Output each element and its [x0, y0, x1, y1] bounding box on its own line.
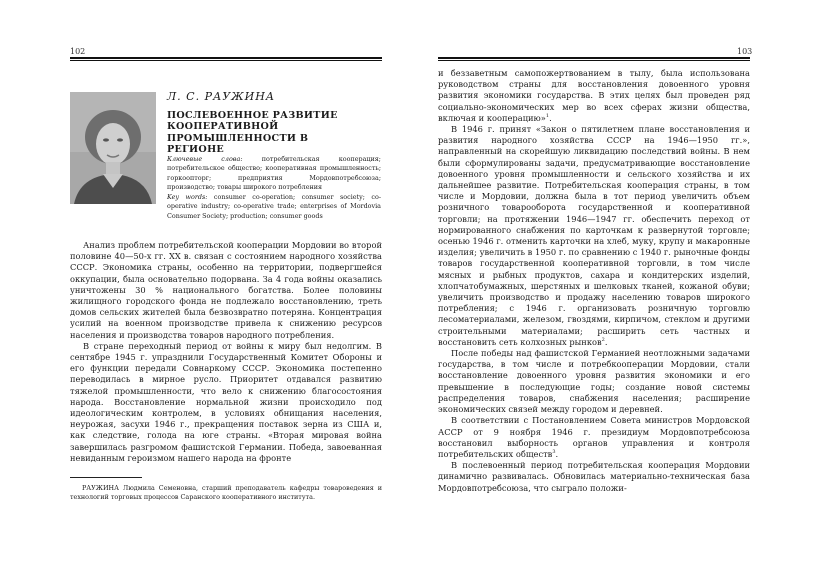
- paragraph: После победы над фашистской Германией неотложными задачами государства, в том числе и потребкооперации Мордовии, стали восстановление довоенного уровня развития экономики и его превышение в последующие годы; создание новой системы распределения товаров, снабжения населения; расширение экономических связей между городом и деревней.: [438, 348, 750, 415]
- paragraph-text: В соответствии с Постановлением Совета министров Мордовской АССР от 9 ноября 1946 г. президиум Мордовпотребсоюза восстановил выборность органов управления и контроля потребительских обществ: [438, 415, 750, 459]
- author-name: Л. С. РАУЖИНА: [167, 90, 276, 103]
- body-text-right: [438, 68, 750, 494]
- article-title: ПОСЛЕВОЕННОЕ РАЗВИТИЕ КООПЕРАТИВНОЙ ПРОМЫШЛЕННОСТИ В РЕГИОНЕ: [167, 110, 338, 156]
- portrait-image: [70, 92, 156, 204]
- keywords-en-text: consumer co-operation; consumer society; co-operative industry; co-operative trade; enterprises of Mordovia Consumer Society; production; consumer goods: [167, 193, 381, 220]
- header-rule-left: [70, 57, 382, 59]
- page-number-right: 103: [737, 47, 753, 56]
- author-footnote: РАУЖИНА Людмила Семеновна, старший преподаватель кафедры товароведения и технологий торговых процессов Саранского кооперативного института.: [70, 484, 382, 502]
- footnote-ref: 2: [601, 337, 605, 344]
- footnote-ref: 3: [552, 449, 556, 456]
- author-photo: [70, 92, 156, 204]
- keywords-label: Ключевые слова:: [167, 155, 243, 163]
- keywords-en: [167, 193, 381, 221]
- footnote-rule: [70, 477, 142, 478]
- header-rule-right-thin: [438, 60, 750, 61]
- header-rule-right: [438, 57, 750, 59]
- paragraph: и беззаветным самопожертвованием в тылу, была использована руководством страны для восстановления довоенного уровня развития экономики государства. В этих целях был проведен ряд социально-экономических мер во всех сферах жизни общества, включая и кооперацию»$^1$.: [438, 68, 750, 123]
- paragraph: В 1946 г. принят «Закон о пятилетнем плане восстановления и развития народного хозяйства СССР на 1946—1950 гг.», направленный на скорейшую ликвидацию последствий войны. В нем были сформулированы задачи, предусматривающие восстановление довоенного уровня промышленности и сельского хозяйства и их дальнейшее развитие. Потребительская кооперация страны, в том числе и Мордовии, должна была в тот период увеличить объем розничного товарооборота государственной и кооперативной торговли; на протяжении 1946—1947 гг. обеспечить переход от нормированного снабжения по карточкам к развернутой торговле; осенью 1946 г. отменить карточки на хлеб, муку, крупу и макаронные изделия; увеличить в 1950 г. по сравнению с 1940 г. рыночные фонды товаров государственной кооперативной торговли, в том числе мясных и рыбных продуктов, сахара и кондитерских изделий, хлопчатобумажных, шерстяных и шелковых тканей, кожаной обуви; увеличить производство и продажу населению товаров широкого потребления; с 1946 г. организовать розничную торговлю лесоматериалами, железом, гвоздями, кирпичом, стеклом и другими строительными материалами; расширить сеть частных и восстановить сеть колхозных рынков$^2$.: [438, 124, 750, 347]
- keywords-en-label: Key words:: [167, 193, 208, 201]
- body-text-left: [70, 240, 382, 464]
- paragraph: В послевоенный период потребительская кооперация Мордовии динамично развивалась. Обновилась материально-техническая база Мордовпотребсоюза, что сыграло положи-: [438, 460, 750, 493]
- header-rule-left-thin: [70, 60, 382, 61]
- footnote-ref: 1: [545, 113, 550, 120]
- paragraph: Анализ проблем потребительской кооперации Мордовии во второй половине 40—50-х гг. XX в. связан с состоянием народного хозяйства СССР. Экономика страны, особенно на территории, подвергшейся оккупации, была основательно подорвана. За 4 года войны оказались уничтожены 30 % национального богатства. Более половины жилищного городского фонда не подлежало восстановлению, треть домов сельских жителей была безвозвратно потеряна. Концентрация усилий на военном производстве привела к снижению ресурсов населения и производства товаров народного потребления.: [70, 240, 382, 340]
- paragraph-text: и беззаветным самопожертвованием в тылу, была использована руководством страны для восстановления довоенного уровня развития экономики государства. В этих целях был проведен ряд социально-экономических мер во всех сферах жизни общества, включая и кооперацию»: [438, 68, 750, 123]
- keywords-ru: [167, 155, 381, 192]
- keywords-text: потребительская кооперация; потребительское общество; кооперативная промышленность; горкоопторг; предприятия Мордовпотребсоюза; производство; товары широкого потребления: [167, 155, 381, 191]
- paragraph: В соответствии с Постановлением Совета министров Мордовской АССР от 9 ноября 1946 г. президиум Мордовпотребсоюза восстановил выборность органов управления и контроля потребительских обществ$^3$.: [438, 415, 750, 459]
- paragraph: В стране переходный период от войны к миру был недолгим. В сентябре 1945 г. упразднили Государственный Комитет Обороны и его функции передали Совнаркому СССР. Экономика постепенно переводилась в мирное русло. Приоритет отдавался развитию тяжелой промышленности, что вело к снижению благосостояния народа. Восстановление нормальной жизни происходило под идеологическим контролем, в условиях обнищания населения, неурожая, засухи 1946 г., прекращения поставок зерна из США и, как следствие, голода на юге страны. «Вторая мировая война завершилась разгромом фашистской Германии. Победа, завоеванная невиданным героизмом нашего народа на фронте: [70, 340, 382, 463]
- page-number-left: 102: [70, 47, 86, 56]
- right-page: [410, 0, 820, 580]
